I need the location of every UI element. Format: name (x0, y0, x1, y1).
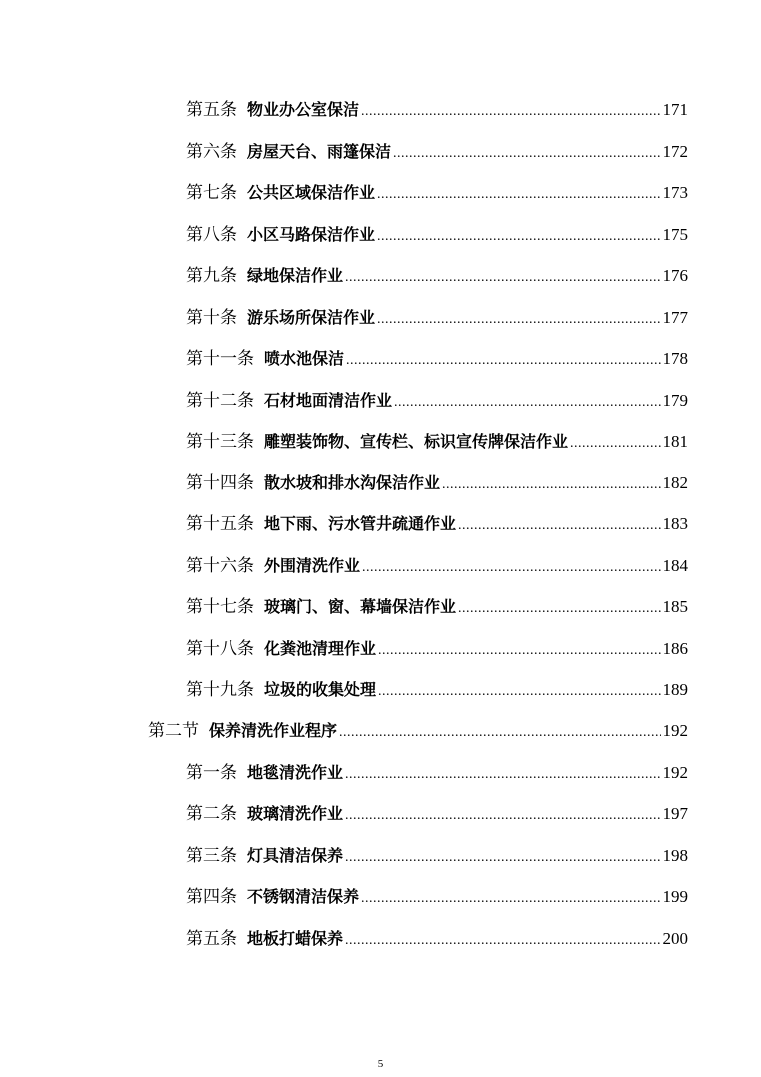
toc-entry-number: 第十四条 (186, 473, 254, 492)
toc-dot-leader (393, 142, 660, 166)
toc-dot-leader (377, 225, 660, 249)
toc-dot-leader (442, 473, 660, 497)
toc-dot-leader (377, 308, 660, 332)
toc-entry-title: 地板打蜡保养 (247, 929, 344, 948)
toc-entry-title: 雕塑装饰物、宣传栏、标识宣传牌保洁作业 (264, 432, 569, 451)
toc-dot-leader (394, 391, 660, 415)
toc-entry[interactable] (186, 885, 688, 909)
toc-entry-title: 房屋天台、雨篷保洁 (247, 142, 392, 161)
toc-entry-number: 第十五条 (186, 514, 254, 533)
toc-dot-leader (345, 266, 660, 290)
toc-entry[interactable] (186, 430, 688, 454)
toc-entry-number: 第十二条 (186, 391, 254, 410)
toc-entry[interactable] (186, 678, 688, 702)
toc-entry-page: 179 (662, 391, 688, 410)
toc-entry[interactable] (186, 181, 688, 205)
toc-entry-number: 第五条 (186, 100, 237, 119)
toc-entry[interactable] (186, 98, 688, 122)
toc-dot-leader (345, 804, 660, 828)
toc-entry-number: 第七条 (186, 183, 237, 202)
toc-entry-number: 第一条 (186, 763, 237, 782)
toc-entry[interactable] (186, 927, 688, 951)
toc-entry[interactable] (186, 140, 688, 164)
toc-entry-number: 第四条 (186, 887, 237, 906)
toc-entry-number: 第六条 (186, 142, 237, 161)
toc-entry-page: 198 (662, 846, 688, 865)
toc-entry-number: 第二条 (186, 804, 237, 823)
toc-entry-page: 175 (662, 225, 688, 244)
toc-entry-title: 物业办公室保洁 (247, 100, 360, 119)
toc-dot-leader (345, 929, 660, 953)
toc-entry[interactable] (186, 595, 688, 619)
toc-entry-page: 185 (662, 597, 688, 616)
toc-entry-page: 171 (662, 100, 688, 119)
toc-entry-title: 小区马路保洁作业 (247, 225, 376, 244)
toc-dot-leader (378, 639, 660, 663)
toc-entry-title: 游乐场所保洁作业 (247, 308, 376, 327)
toc-entry-title: 保养清洗作业程序 (209, 721, 338, 740)
toc-entry-title: 绿地保洁作业 (247, 266, 344, 285)
toc-entry-title: 玻璃门、窗、幕墙保洁作业 (264, 597, 457, 616)
toc-entry[interactable] (186, 471, 688, 495)
toc-entry-page: 176 (662, 266, 688, 285)
toc-entry-page: 192 (662, 763, 688, 782)
toc-entry-title: 外围清洗作业 (264, 556, 361, 575)
toc-entry-number: 第十七条 (186, 597, 254, 616)
toc-entry[interactable] (186, 844, 688, 868)
toc-dot-leader (377, 183, 660, 207)
toc-section-entry[interactable] (148, 719, 688, 743)
toc-entry[interactable] (186, 512, 688, 536)
toc-entry-page: 182 (662, 473, 688, 492)
toc-entry-title: 灯具清洁保养 (247, 846, 344, 865)
toc-dot-leader (458, 514, 660, 538)
toc-entry-title: 地下雨、污水管井疏通作业 (264, 514, 457, 533)
toc-dot-leader (378, 680, 660, 704)
toc-entry-page: 178 (662, 349, 688, 368)
toc-entry-page: 177 (662, 308, 688, 327)
toc-entry-number: 第十条 (186, 308, 237, 327)
toc-entry-number: 第十八条 (186, 639, 254, 658)
toc-entry-number: 第十一条 (186, 349, 254, 368)
toc-dot-leader (362, 556, 660, 580)
toc-entry-page: 192 (662, 721, 688, 740)
toc-entry[interactable] (186, 264, 688, 288)
toc-entry[interactable] (186, 306, 688, 330)
toc-entry-title: 散水坡和排水沟保洁作业 (264, 473, 441, 492)
toc-entry-title: 公共区域保洁作业 (247, 183, 376, 202)
toc-entry-title: 石材地面清洁作业 (264, 391, 393, 410)
toc-entry-number: 第五条 (186, 929, 237, 948)
toc-entry-number: 第十三条 (186, 432, 254, 451)
toc-entry-number: 第十九条 (186, 680, 254, 699)
toc-entry-page: 197 (662, 804, 688, 823)
toc-dot-leader (339, 721, 660, 745)
toc-entry[interactable] (186, 347, 688, 371)
toc-entry[interactable] (186, 802, 688, 826)
toc-entry-title: 化粪池清理作业 (264, 639, 377, 658)
toc-dot-leader (345, 763, 660, 787)
toc-entry[interactable] (186, 554, 688, 578)
toc-entry-title: 不锈钢清洁保养 (247, 887, 360, 906)
toc-entry-number: 第二节 (148, 721, 199, 740)
toc-entry-page: 186 (662, 639, 688, 658)
toc-entry-title: 玻璃清洗作业 (247, 804, 344, 823)
toc-entry-title: 地毯清洗作业 (247, 763, 344, 782)
toc-entry-page: 189 (662, 680, 688, 699)
toc-dot-leader (458, 597, 660, 621)
toc-entry-number: 第八条 (186, 225, 237, 244)
toc-entry-title: 喷水池保洁 (264, 349, 345, 368)
toc-entry-title: 垃圾的收集处理 (264, 680, 377, 699)
toc-entry-page: 199 (662, 887, 688, 906)
toc-entry-page: 172 (662, 142, 688, 161)
toc-dot-leader (361, 100, 660, 124)
toc-entry[interactable] (186, 389, 688, 413)
toc-entry-page: 184 (662, 556, 688, 575)
toc-entry-number: 第三条 (186, 846, 237, 865)
toc-entry[interactable] (186, 223, 688, 247)
toc-dot-leader (570, 432, 660, 456)
toc-entry-number: 第十六条 (186, 556, 254, 575)
page-number: 5 (377, 1058, 384, 1070)
toc-entry-page: 173 (662, 183, 688, 202)
toc-dot-leader (346, 349, 660, 373)
toc-dot-leader (361, 887, 660, 911)
toc-dot-leader (345, 846, 660, 870)
toc-entry-number: 第九条 (186, 266, 237, 285)
toc-entry-page: 200 (662, 929, 688, 948)
toc-entry-page: 181 (662, 432, 688, 451)
toc-entry[interactable] (186, 637, 688, 661)
toc-entry[interactable] (186, 761, 688, 785)
toc-entry-page: 183 (662, 514, 688, 533)
